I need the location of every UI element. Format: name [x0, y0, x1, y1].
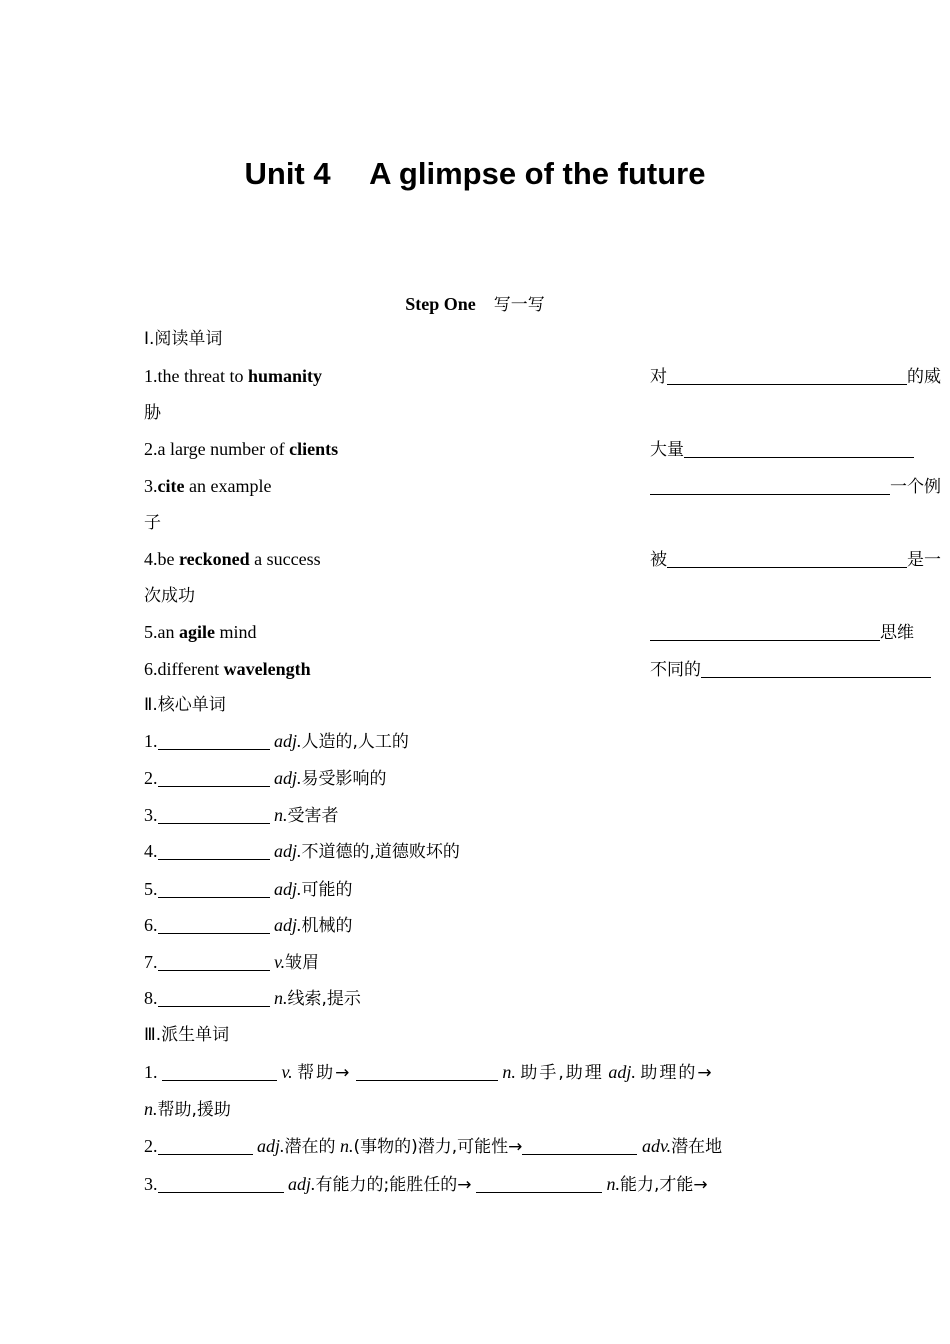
meaning: 助手,助理	[520, 1063, 604, 1083]
item-keyword: cite	[157, 476, 185, 496]
meaning: 潜在的	[284, 1137, 336, 1157]
cn-after: 是一	[907, 550, 941, 570]
item-number: 6.	[144, 915, 158, 935]
reading-item-3	[144, 473, 941, 499]
part-of-speech: v.	[274, 952, 286, 972]
meaning: 不道德的,道德败坏的	[301, 842, 460, 862]
reading-item-1-cont: 胁	[144, 403, 161, 423]
reading-item-2	[144, 436, 806, 462]
section-3-heading: Ⅲ.派生单词	[144, 1025, 230, 1045]
item-number: 5.	[144, 879, 158, 899]
item-number: 4.	[144, 841, 158, 861]
core-item-8	[144, 985, 806, 1011]
part-of-speech: n.	[274, 805, 288, 825]
item-number: 3.	[144, 476, 158, 496]
part-of-speech: adj.	[274, 879, 302, 899]
core-item-2	[144, 765, 806, 791]
section-2-heading: Ⅱ.核心单词	[144, 695, 226, 715]
derived-item-3	[144, 1171, 806, 1197]
item-text: mind	[215, 622, 257, 642]
item-number: 1.	[144, 731, 158, 751]
answer-blank[interactable]	[476, 1174, 602, 1193]
item-number: 4.	[144, 549, 158, 569]
item-keyword: reckoned	[179, 549, 250, 569]
answer-blank[interactable]	[356, 1062, 498, 1081]
reading-item-5	[144, 619, 914, 645]
step-heading	[0, 290, 950, 315]
item-text: a large number of	[157, 439, 290, 459]
meaning: 皱眉	[285, 953, 320, 973]
answer-blank[interactable]	[650, 622, 880, 641]
cn-before: 对	[650, 367, 667, 387]
part-of-speech: adj.	[274, 768, 302, 788]
answer-blank[interactable]	[158, 915, 270, 934]
core-item-3	[144, 802, 806, 828]
answer-blank[interactable]	[158, 952, 270, 971]
item-text: an	[157, 622, 179, 642]
part-of-speech: n.	[340, 1136, 354, 1156]
item-keyword: humanity	[247, 366, 322, 386]
answer-blank[interactable]	[684, 439, 914, 458]
answer-blank[interactable]	[158, 805, 270, 824]
meaning: 机械的	[301, 916, 353, 936]
answer-blank[interactable]	[158, 1136, 253, 1155]
part-of-speech: adj.	[274, 915, 302, 935]
reading-item-1	[144, 363, 941, 389]
answer-blank[interactable]	[158, 731, 270, 750]
core-item-5	[144, 876, 806, 902]
item-text: an example	[184, 476, 272, 496]
reading-item-3-cont: 子	[144, 513, 161, 533]
part-of-speech: adj.	[608, 1062, 636, 1082]
meaning: 有能力的;能胜任的→	[315, 1175, 472, 1195]
item-number: 2.	[144, 768, 158, 788]
meaning: 可能的	[301, 880, 353, 900]
answer-blank[interactable]	[158, 768, 270, 787]
derived-item-1	[144, 1059, 806, 1085]
item-number: 2.	[144, 439, 158, 459]
item-number: 5.	[144, 622, 158, 642]
meaning: 潜在地	[671, 1137, 723, 1157]
part-of-speech: v.	[281, 1062, 293, 1082]
cn-after: 一个例	[890, 477, 941, 497]
meaning: 帮助,援助	[157, 1100, 231, 1120]
answer-blank[interactable]	[667, 549, 907, 568]
part-of-speech: adj.	[288, 1174, 316, 1194]
item-text: be	[157, 549, 179, 569]
part-of-speech: adv.	[641, 1136, 672, 1156]
item-number: 2.	[144, 1136, 158, 1156]
item-number: 8.	[144, 988, 158, 1008]
part-of-speech: n.	[274, 988, 288, 1008]
answer-blank[interactable]	[162, 1062, 277, 1081]
item-number: 1.	[144, 1062, 158, 1082]
step-cn: 写一写	[493, 295, 545, 315]
step-label: Step One	[405, 294, 476, 314]
item-number: 3.	[144, 1174, 158, 1194]
reading-item-4	[144, 546, 941, 572]
reading-item-4-cont: 次成功	[144, 586, 195, 606]
meaning: 人造的,人工的	[301, 732, 409, 752]
item-number: 6.	[144, 659, 158, 679]
item-text: the threat to	[157, 366, 248, 386]
core-item-7	[144, 949, 806, 975]
part-of-speech: adj.	[274, 841, 302, 861]
item-number: 7.	[144, 952, 158, 972]
part-of-speech: n.	[144, 1099, 158, 1119]
answer-blank[interactable]	[701, 659, 931, 678]
item-text: different	[157, 659, 224, 679]
item-number: 1.	[144, 366, 158, 386]
core-item-4	[144, 838, 806, 864]
item-keyword: agile	[179, 622, 215, 642]
part-of-speech: n.	[606, 1174, 620, 1194]
answer-blank[interactable]	[650, 476, 890, 495]
meaning: 线索,提示	[287, 989, 361, 1009]
reading-item-6	[144, 656, 806, 682]
cn-before: 不同的	[650, 660, 701, 680]
answer-blank[interactable]	[158, 1174, 284, 1193]
meaning: 助理的→	[640, 1063, 714, 1083]
answer-blank[interactable]	[158, 879, 270, 898]
item-keyword: wavelength	[223, 659, 311, 679]
section-1-heading: Ⅰ.阅读单词	[144, 329, 223, 349]
meaning: (事物的)潜力,可能性→	[353, 1137, 523, 1157]
derived-item-1-cont	[144, 1096, 806, 1122]
cn-after: 的威	[907, 367, 941, 387]
meaning: 能力,才能→	[620, 1175, 708, 1195]
meaning: 受害者	[287, 806, 339, 826]
part-of-speech: adj.	[274, 731, 302, 751]
core-item-1	[144, 728, 806, 754]
item-text: a success	[249, 549, 321, 569]
derived-item-2	[144, 1133, 806, 1159]
item-keyword: clients	[289, 439, 339, 459]
answer-blank[interactable]	[522, 1136, 637, 1155]
answer-blank[interactable]	[158, 841, 270, 860]
answer-blank[interactable]	[158, 988, 270, 1007]
part-of-speech: adj.	[257, 1136, 285, 1156]
meaning: 帮助→	[297, 1063, 352, 1083]
cn-after: 思维	[880, 623, 914, 643]
meaning: 易受影响的	[301, 769, 387, 789]
cn-before: 大量	[650, 440, 684, 460]
page-title: Unit 4 A glimpse of the future	[244, 156, 706, 191]
cn-before: 被	[650, 550, 667, 570]
core-item-6	[144, 912, 806, 938]
item-number: 3.	[144, 805, 158, 825]
part-of-speech: n.	[502, 1062, 516, 1082]
answer-blank[interactable]	[667, 366, 907, 385]
